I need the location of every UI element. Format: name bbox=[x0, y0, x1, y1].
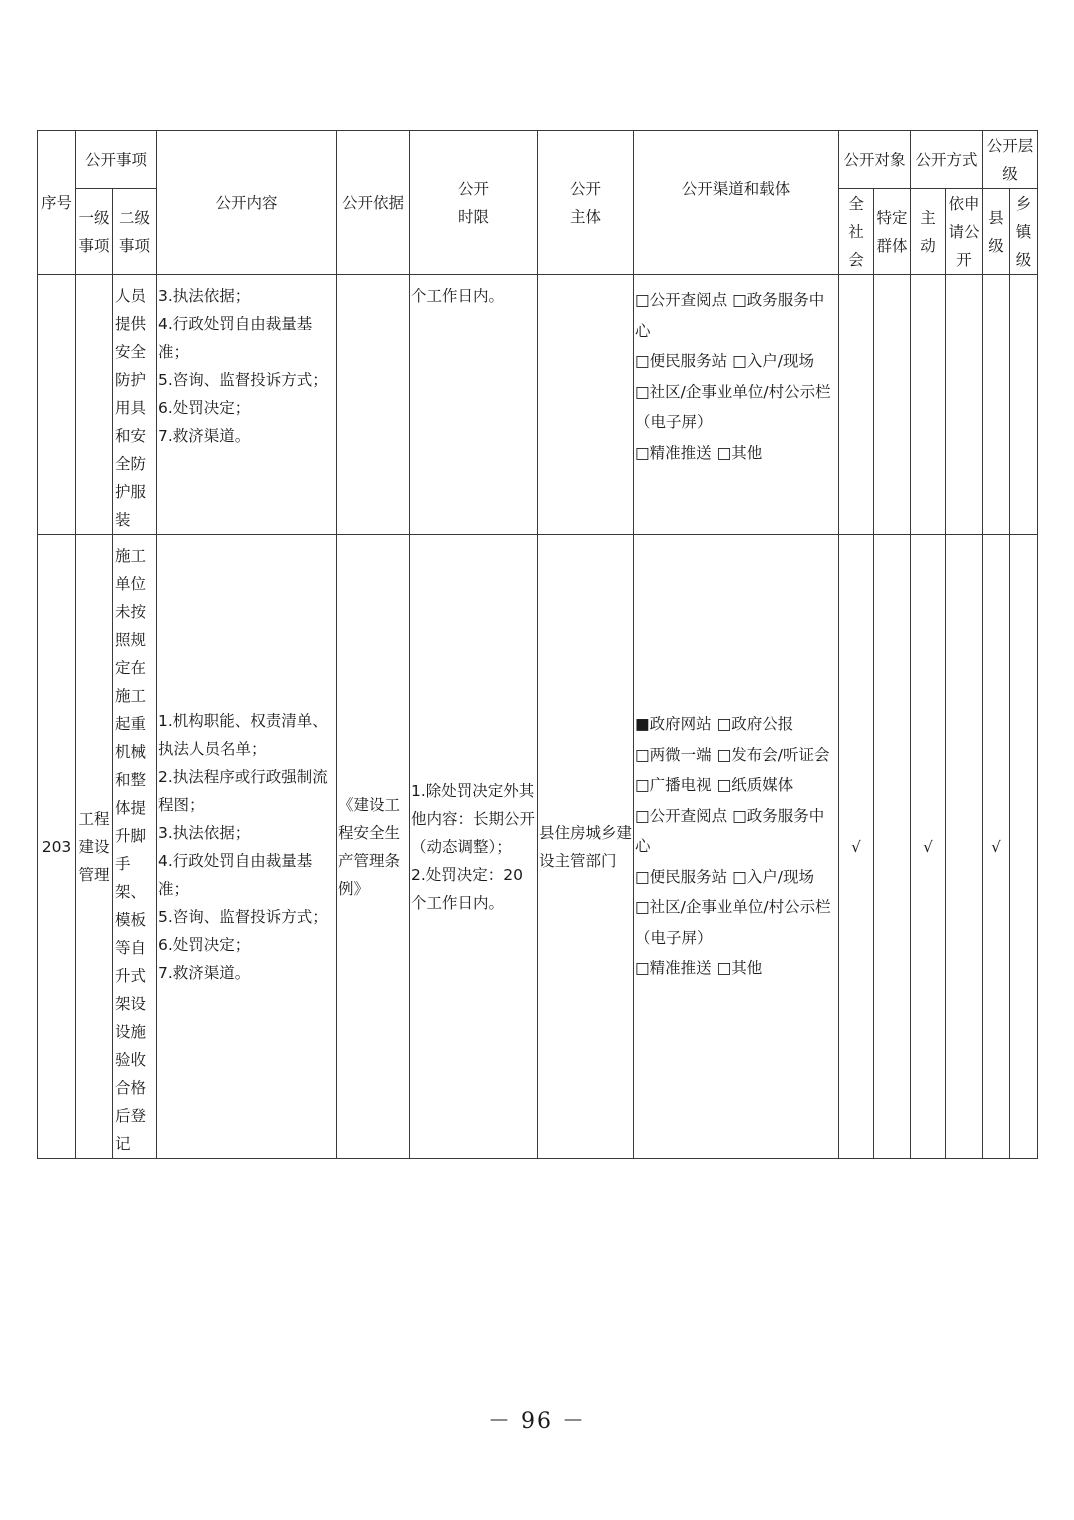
header-level-township: 乡 镇 级 bbox=[1010, 189, 1038, 275]
header-level1: 一级 事项 bbox=[76, 189, 113, 275]
header-level: 公开层 级 bbox=[983, 131, 1038, 189]
row-level-township bbox=[1010, 535, 1038, 1159]
header-subject: 公开 主体 bbox=[538, 131, 634, 275]
row-content: 3.执法依据； 4.行政处罚自由裁量基准； 5.咨询、监督投诉方式； 6.处罚决定； 7.救济渠道。 bbox=[157, 275, 337, 535]
row-seq: 203 bbox=[38, 535, 76, 1159]
header-audience-all: 全 社 会 bbox=[839, 189, 874, 275]
row-level1: 工程建设管理 bbox=[76, 535, 113, 1159]
table-row bbox=[38, 275, 1038, 535]
row-seq bbox=[38, 275, 76, 535]
row-audience-all bbox=[839, 275, 874, 535]
row-level1 bbox=[76, 275, 113, 535]
row-subject bbox=[538, 275, 634, 535]
disclosure-table bbox=[37, 130, 1038, 1159]
row-method-request bbox=[946, 535, 983, 1159]
header-audience-specific: 特定 群体 bbox=[874, 189, 911, 275]
row-time-limit: 个工作日内。 bbox=[410, 275, 538, 535]
row-level2: 施工单位未按照规定在施工起重机械和整体提升脚手架、模板等自升式架设设施验收合格后登记 bbox=[113, 535, 157, 1159]
row-method-active: √ bbox=[911, 535, 946, 1159]
row-level-county: √ bbox=[983, 535, 1010, 1159]
row-audience-specific bbox=[874, 275, 911, 535]
row-level-county bbox=[983, 275, 1010, 535]
row-method-request bbox=[946, 275, 983, 535]
header-method-active: 主 动 bbox=[911, 189, 946, 275]
row-level2: 人员提供安全防护用具和安全防护服装 bbox=[113, 275, 157, 535]
header-level2: 二级 事项 bbox=[113, 189, 157, 275]
row-level-township bbox=[1010, 275, 1038, 535]
row-audience-specific bbox=[874, 535, 911, 1159]
header-audience: 公开对象 bbox=[839, 131, 911, 189]
header-seq: 序号 bbox=[38, 131, 76, 275]
row-method-active bbox=[911, 275, 946, 535]
row-audience-all: √ bbox=[839, 535, 874, 1159]
header-channels: 公开渠道和载体 bbox=[634, 131, 839, 275]
header-time-limit: 公开 时限 bbox=[410, 131, 538, 275]
header-method-request: 依申 请公 开 bbox=[946, 189, 983, 275]
page-number: － 96 － bbox=[488, 1409, 586, 1434]
header-item-group: 公开事项 bbox=[76, 131, 157, 189]
header-level-county: 县 级 bbox=[983, 189, 1010, 275]
row-basis bbox=[337, 275, 410, 535]
table-row bbox=[38, 535, 1038, 1159]
row-time-limit: 1.除处罚决定外其他内容：长期公开（动态调整）； 2.处罚决定：20个工作日内。 bbox=[410, 535, 538, 1159]
header-content: 公开内容 bbox=[157, 131, 337, 275]
row-subject: 县住房城乡建设主管部门 bbox=[538, 535, 634, 1159]
row-basis: 《建设工程安全生产管理条例》 bbox=[337, 535, 410, 1159]
header-method: 公开方式 bbox=[911, 131, 983, 189]
row-channels: □公开查阅点 □政务服务中心 □便民服务站 □入户/现场 □社区/企事业单位/村公示栏（电子屏） □精准推送 □其他 bbox=[634, 275, 839, 535]
header-basis: 公开依据 bbox=[337, 131, 410, 275]
row-content: 1.机构职能、权责清单、执法人员名单； 2.执法程序或行政强制流程图； 3.执法依据； 4.行政处罚自由裁量基准； 5.咨询、监督投诉方式； 6.处罚决定； 7.救济渠道。 bbox=[157, 535, 337, 1159]
row-channels: ■政府网站 □政府公报 □两微一端 □发布会/听证会 □广播电视 □纸质媒体 □公开查阅点 □政务服务中心 □便民服务站 □入户/现场 □社区/企事业单位/村公示栏（电子屏） □精准推送 □其他 bbox=[634, 535, 839, 1159]
